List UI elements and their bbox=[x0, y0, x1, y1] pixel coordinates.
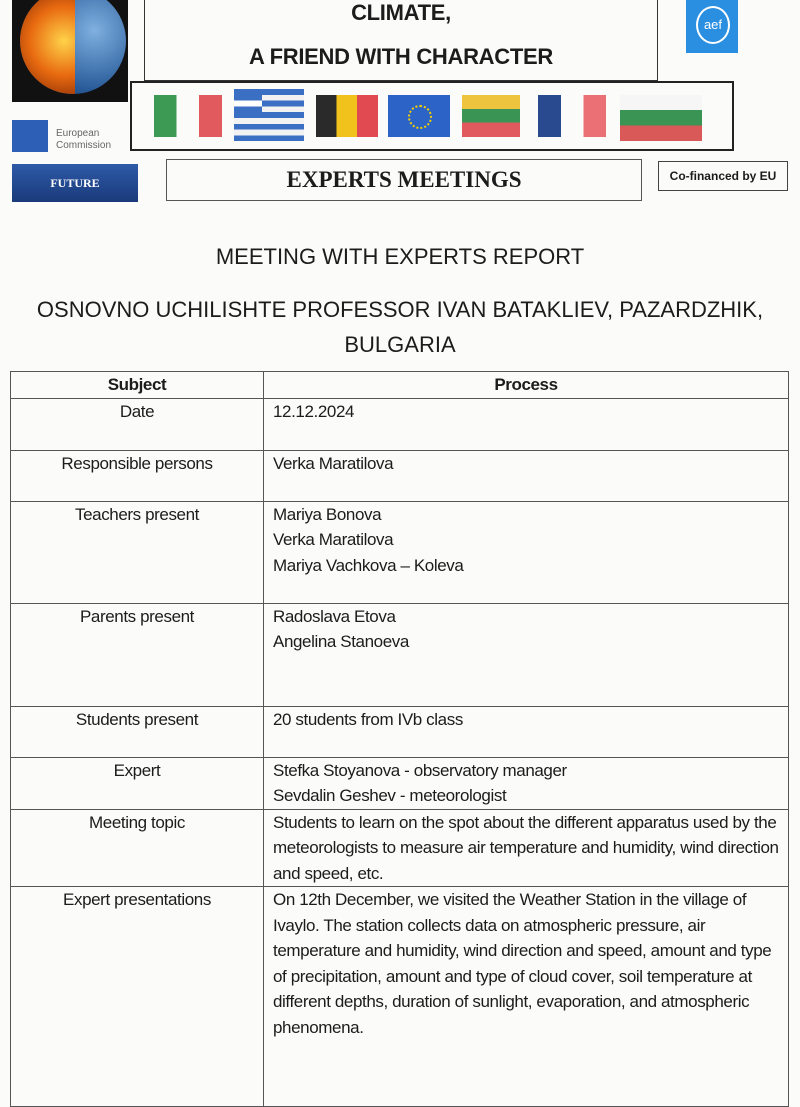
table-row bbox=[11, 887, 789, 1107]
table-header-row bbox=[11, 372, 789, 399]
report-table bbox=[10, 371, 789, 1107]
header-process: Process bbox=[264, 372, 789, 399]
aef-logo: aef bbox=[686, 0, 738, 53]
row-process: Verka Maratilova bbox=[264, 450, 789, 501]
row-subject: Date bbox=[11, 398, 264, 450]
row-process: 12.12.2024 bbox=[264, 398, 789, 450]
future-logo: FUTURE bbox=[12, 164, 138, 202]
row-process: On 12th December, we visited the Weather Station in the village of Ivaylo. The station collects data on atmospheric pressure, air temperature and humidity, wind direction and speed, amount and type of precipitation, amount and type of cloud cover, soil temperature at different depths, duration of sunlight, evaporation, and atmospheric phenomena. bbox=[264, 887, 789, 1107]
table-row bbox=[11, 398, 789, 450]
european-commission-logo: European Commission bbox=[12, 108, 120, 152]
table-row bbox=[11, 706, 789, 757]
row-subject: Expert bbox=[11, 757, 264, 809]
report-title: MEETING WITH EXPERTS REPORT bbox=[215, 244, 585, 269]
table-row bbox=[11, 501, 789, 603]
row-subject: Parents present bbox=[11, 603, 264, 706]
italy-flag bbox=[154, 95, 222, 137]
row-subject: Students present bbox=[11, 706, 264, 757]
cofinanced-label: Co-financed by EU bbox=[658, 161, 788, 191]
table-row bbox=[11, 809, 789, 887]
row-process: Stefka Stoyanova - observatory manager Sevdalin Geshev - meteorologist bbox=[264, 757, 789, 809]
row-process: Students to learn on the spot about the different apparatus used by the meteorologists to measure air temperature and humidity, wind direction and speed, etc. bbox=[264, 809, 789, 887]
header-subject: Subject bbox=[11, 372, 264, 399]
title-line-2: A FRIEND WITH CHARACTER bbox=[249, 44, 553, 69]
lithuania-flag bbox=[462, 95, 520, 137]
project-title-box bbox=[144, 0, 658, 81]
bulgaria-flag bbox=[620, 95, 702, 141]
row-subject: Teachers present bbox=[11, 501, 264, 603]
row-subject: Responsible persons bbox=[11, 450, 264, 501]
greece-flag bbox=[234, 89, 304, 141]
row-process: Radoslava Etova Angelina Stanoeva bbox=[264, 603, 789, 706]
climate-globe-image bbox=[12, 0, 128, 102]
partner-flags bbox=[130, 81, 734, 151]
row-process: 20 students from IVb class bbox=[264, 706, 789, 757]
row-subject: Expert presentations bbox=[11, 887, 264, 1107]
france-flag bbox=[538, 95, 606, 137]
school-name: OSNOVNO UCHILISHTE PROFESSOR IVAN BATAKLIEV, PAZARDZHIK, BULGARIA bbox=[36, 297, 764, 357]
table-row bbox=[11, 450, 789, 501]
experts-meetings-banner: EXPERTS MEETINGS bbox=[166, 159, 642, 201]
table-row bbox=[11, 603, 789, 706]
row-process: Mariya Bonova Verka Maratilova Mariya Vachkova – Koleva bbox=[264, 501, 789, 603]
table-row bbox=[11, 757, 789, 809]
title-line-1: CLIMATE, bbox=[351, 0, 451, 25]
eu-flag bbox=[388, 95, 450, 137]
belgium-flag bbox=[316, 95, 378, 137]
row-subject: Meeting topic bbox=[11, 809, 264, 887]
